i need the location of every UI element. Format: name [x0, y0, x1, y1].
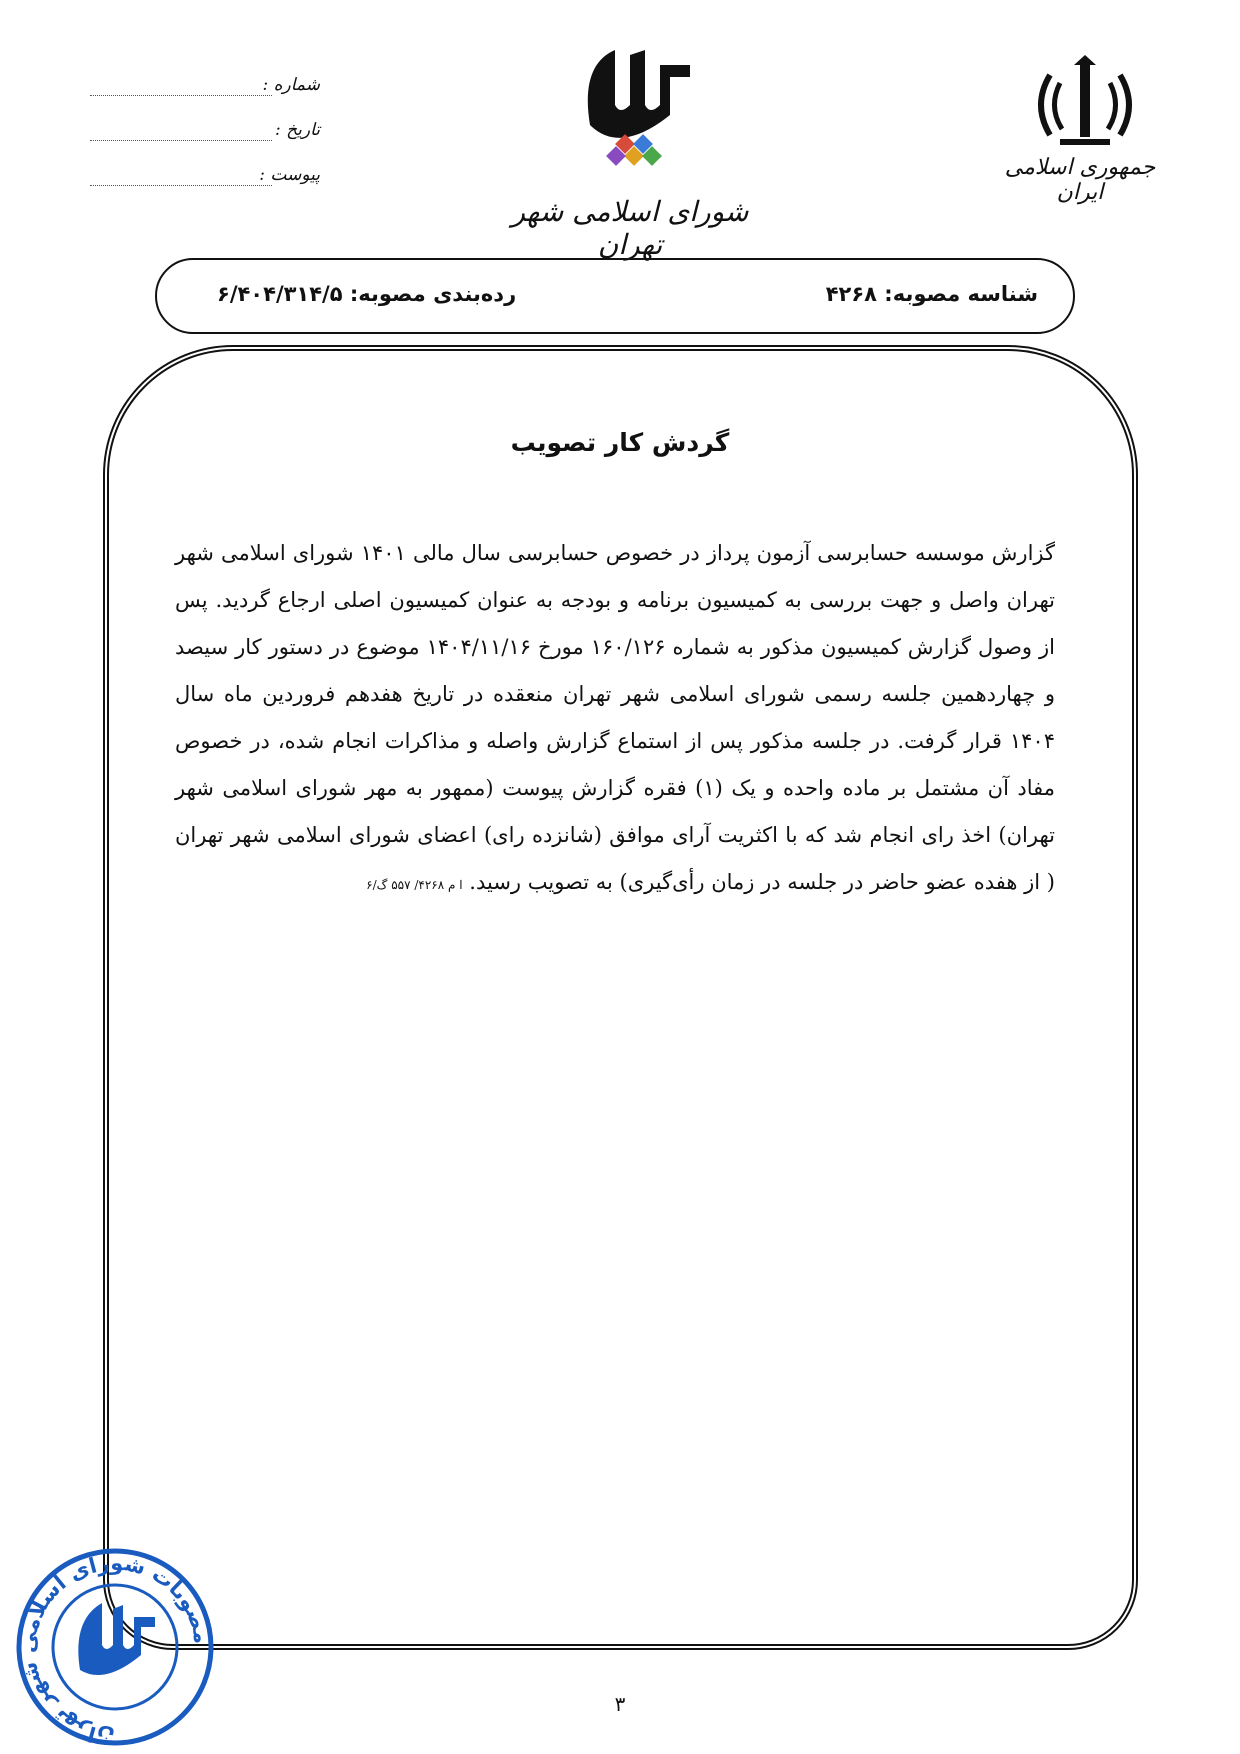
number-label: شماره :	[262, 75, 320, 95]
page-title: گردش کار تصویب	[510, 428, 730, 457]
state-name: جمهوری اسلامی ایران	[1004, 155, 1156, 205]
stamp-text: مصوبات شورای اسلامی شهر تهران	[15, 1550, 214, 1750]
attachment-field	[90, 165, 320, 195]
reference-code: ا م ۴۲۶۸/ ۵۵۷ گ/۶	[366, 878, 463, 892]
date-label: تاریخ :	[275, 120, 320, 140]
date-field	[90, 120, 320, 150]
council-name: شورای اسلامی شهر تهران	[511, 195, 749, 261]
council-stamp	[10, 1545, 220, 1750]
body-paragraph	[175, 530, 1055, 909]
page-number: ۳	[614, 1692, 626, 1716]
number-dots	[90, 95, 272, 96]
iran-emblem-icon	[1030, 55, 1140, 155]
approval-classification: رده‌بندی مصوبه: ۶/۴۰۴/۳۱۴/۵	[217, 282, 517, 306]
attachment-label: پیوست :	[259, 165, 320, 185]
approval-id-bar	[155, 258, 1075, 334]
body-text: گزارش موسسه حسابرسی آزمون پرداز در خصوص حسابرسی سال مالی ۱۴۰۱ شورای اسلامی شهر تهران واصل و جهت بررسی به کمیسیون برنامه و بودجه به عنوان کمیسیون اصلی ارجاع گردید. پس از وصول گزارش کمیسیون مذکور به شماره ۱۶۰/۱۲۶ مورخ ۱۴۰۴/۱۱/۱۶ موضوع در دستور کار سیصد و چهاردهمین جلسه رسمی شورای اسلامی شهر تهران منعقده در تاریخ هفدهم فروردین ماه سال ۱۴۰۴ قرار گرفت. در جلسه مذکور پس از استماع گزارش واصله و مذاکرات انجام شده، در خصوص مفاد آن مشتمل بر ماده واحده و یک (۱) فقره گزارش پیوست (ممهور به مهر شورای اسلامی شهر تهران) اخذ رای انجام شد که با اکثریت آرای موافق (شانزده رای) اعضای شورای اسلامی شهر تهران ( از هفده عضو حاضر در جلسه در زمان رأی‌گیری) به تصویب رسید.	[175, 541, 1055, 894]
attachment-dots	[90, 185, 272, 186]
date-dots	[90, 140, 272, 141]
number-field	[90, 75, 320, 105]
approval-id: شناسه مصوبه: ۴۲۶۸	[825, 282, 1038, 306]
tehran-council-logo-icon	[560, 45, 710, 175]
